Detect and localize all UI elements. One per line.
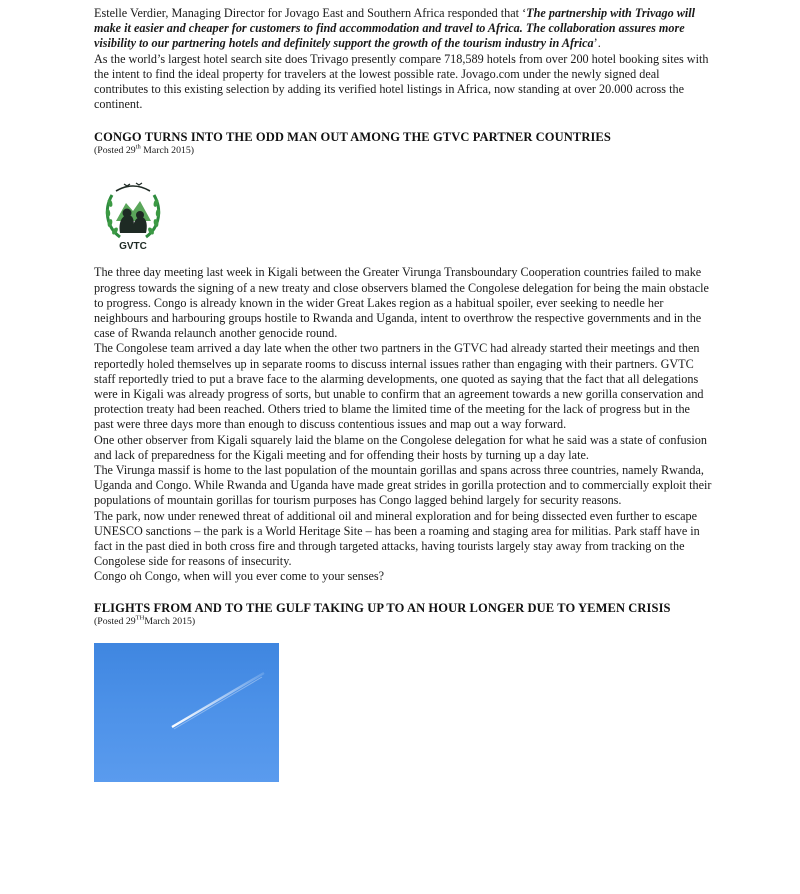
article-1-paragraph: Congo oh Congo, when will you ever come to your senses? [94,569,385,584]
article-1-paragraph: The park, now under renewed threat of additional oil and mineral exploration and for being dissected even further to escape UNESCO sanctions – the park is a World Heritage Site – has been a roaming and staging area for militias. Park staff have in fact in the past died in both cross fire and through targeted attacks, having tourists largely stay away from tracking on the Congolese side for reasons of insecurity. [94,508,700,569]
document-page [94,6,712,782]
article-1-paragraph: The three day meeting last week in Kigali between the Greater Virunga Transboundary Cooperation countries failed to make progress towards the signing of a new treaty and close observers blamed the Congolese delegation for being the main obstacle to progress. Congo is already known in the wider Great Lakes region as a habitual spoiler, ever seeking to needle her neighbours and harbouring groups hostile to Rwanda and Uganda, intent to overthrow the respective governments and in the case of Rwanda relaunch another genocide round. [94,265,709,341]
article-2-posted-date: (Posted 29THMarch 2015) [94,614,196,627]
intro-paragraph-2: As the world’s largest hotel search site does Trivago presently compare 718,589 hotels from over 200 hotel booking sites with the intent to find the ideal property for travelers at the lowest possible rate. Jovago.com under the newly signed deal contributes to this existing selection by adding its verified hotel listings in Africa, now standing at over 20.000 across the continent. [94,51,709,112]
article-1-paragraph: One other observer from Kigali squarely laid the blame on the Congolese delegation for what he said was a state of confusion and lack of preparedness for the Kigali meeting and for offending their hosts by turning up a day late. [94,432,707,462]
article-1-paragraph: The Congolese team arrived a day late when the other two partners in the GTVC had already started their meetings and then reportedly holed themselves up in separate rooms to discuss internal issues rather than engaging with their partners. GVTC staff reportedly tried to put a brave face to the alarming developments, one quoted as saying that the fact that all delegations were in Kigali was already progress of sorts, but unable to confirm that an agreement towards a new gorilla conservation and protection treaty had been reached. Others tried to blame the limited time of the meeting for the lack of progress but in the past were three days more than enough to discuss contentious issues and map out a way forward. [94,341,704,432]
svg-text:GVTC: GVTC [119,241,147,253]
intro-paragraph [94,6,712,52]
intro-quote: The partnership with Trivago will make it easier and cheaper for customers to find accommodation and travel to Africa. The collaboration assures more visibility to our partnering hotels and definitely support the growth of the tourism industry in Africa [94,6,696,51]
article-1-headline: CONGO TURNS INTO THE ODD MAN OUT AMONG THE GTVC PARTNER COUNTRIES [94,130,611,145]
article-1-paragraph: The Virunga massif is home to the last population of the mountain gorillas and spans across three countries, namely Rwanda, Uganda and Congo. While Rwanda and Uganda have made great strides in gorilla protection and to commercially exploit their populations of mountain gorillas for tourism purposes has Congo lagged behind largely for security reasons. [94,463,712,508]
gvtc-logo [104,177,162,255]
gorilla-logo-icon [104,177,162,255]
article-1-posted-date: (Posted 29th March 2015) [94,144,195,157]
intro-tail: ’. [593,36,601,51]
intro-lead: Estelle Verdier, Managing Director for Jovago East and Southern Africa responded that ‘ [94,6,527,20]
article-2-headline: FLIGHTS FROM AND TO THE GULF TAKING UP TO AN HOUR LONGER DUE TO YEMEN CRISIS [94,600,671,615]
sky-contrail-photo [94,643,279,782]
article-1-body [94,265,712,584]
contrail-image-icon [94,643,279,782]
